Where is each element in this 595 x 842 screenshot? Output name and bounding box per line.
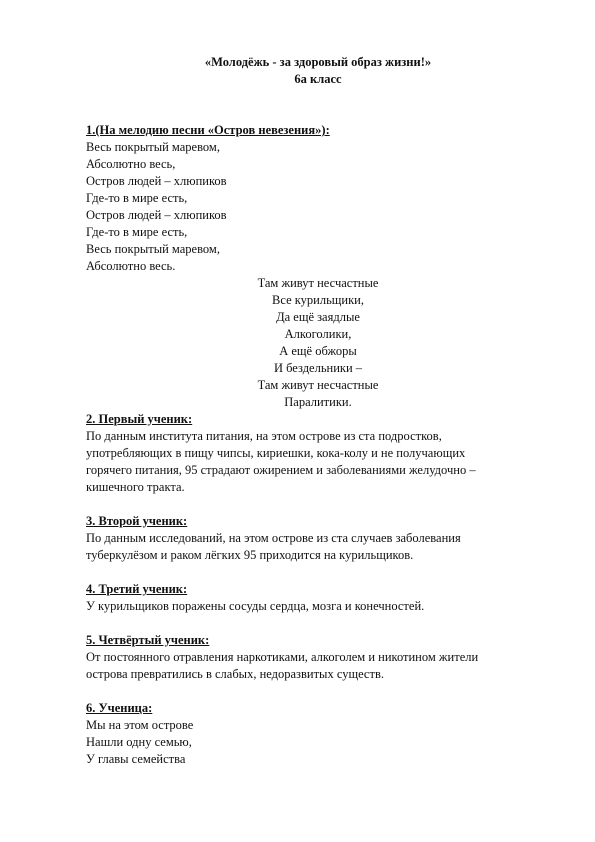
song-line: Нашли одну семью, bbox=[86, 735, 192, 749]
song-line: Где-то в мире есть, bbox=[86, 225, 188, 239]
chorus-line: И бездельники – bbox=[273, 361, 363, 375]
paragraph-line: По данным исследований, на этом острове из ста случаев заболевания bbox=[86, 531, 461, 545]
section-3 bbox=[86, 513, 550, 564]
chorus-line: Паралитики. bbox=[284, 395, 352, 409]
paragraph-line: У курильщиков поражены сосуды сердца, мозга и конечностей. bbox=[86, 599, 425, 613]
section-4-heading: 4. Третий ученик: bbox=[86, 582, 188, 596]
section-6 bbox=[86, 700, 550, 768]
section-3-heading: 3. Второй ученик: bbox=[86, 514, 188, 528]
document-page bbox=[86, 54, 550, 768]
section-4 bbox=[86, 581, 550, 615]
chorus-line: А ещё обжоры bbox=[279, 344, 357, 358]
paragraph-line: По данным института питания, на этом острове из ста подростков, bbox=[86, 429, 442, 443]
document-subtitle: 6а класс bbox=[294, 72, 342, 86]
song-line: Где-то в мире есть, bbox=[86, 191, 188, 205]
song-line: Остров людей – хлюпиков bbox=[86, 208, 227, 222]
song-line: Остров людей – хлюпиков bbox=[86, 174, 227, 188]
chorus-line: Да ещё заядлые bbox=[276, 310, 360, 324]
section-1-heading: 1.(На мелодию песни «Остров невезения»): bbox=[86, 123, 330, 137]
chorus-line: Алкоголики, bbox=[284, 327, 352, 341]
song-line: Весь покрытый маревом, bbox=[86, 140, 220, 154]
song-line: Мы на этом острове bbox=[86, 718, 194, 732]
paragraph-line: От постоянного отравления наркотиками, алкоголем и никотином жители bbox=[86, 650, 479, 664]
section-6-heading: 6. Ученица: bbox=[86, 701, 153, 715]
section-1 bbox=[86, 122, 550, 411]
paragraph-line: туберкулёзом и раком лёгких 95 приходится на курильщиков. bbox=[86, 548, 414, 562]
section-2-heading: 2. Первый ученик: bbox=[86, 412, 193, 426]
chorus-line: Там живут несчастные bbox=[257, 276, 379, 290]
song-line: Абсолютно весь, bbox=[86, 157, 176, 171]
document-title: «Молодёжь - за здоровый образ жизни!» bbox=[204, 55, 432, 69]
chorus-line: Все курильщики, bbox=[272, 293, 364, 307]
paragraph-line: горячего питания, 95 страдают ожирением и заболеваниями желудочно – bbox=[86, 463, 476, 477]
paragraph-line: острова превратились в слабых, недоразвитых существ. bbox=[86, 667, 384, 681]
paragraph-line: употребляющих в пищу чипсы, кириешки, кока-колу и не получающих bbox=[86, 446, 466, 460]
song-line: У главы семейства bbox=[86, 752, 186, 766]
section-5-heading: 5. Четвёртый ученик: bbox=[86, 633, 210, 647]
song-line: Весь покрытый маревом, bbox=[86, 242, 220, 256]
chorus-line: Там живут несчастные bbox=[257, 378, 379, 392]
section-2 bbox=[86, 411, 550, 496]
paragraph-line: кишечного тракта. bbox=[86, 480, 185, 494]
section-5 bbox=[86, 632, 550, 683]
song-line: Абсолютно весь. bbox=[86, 259, 176, 273]
